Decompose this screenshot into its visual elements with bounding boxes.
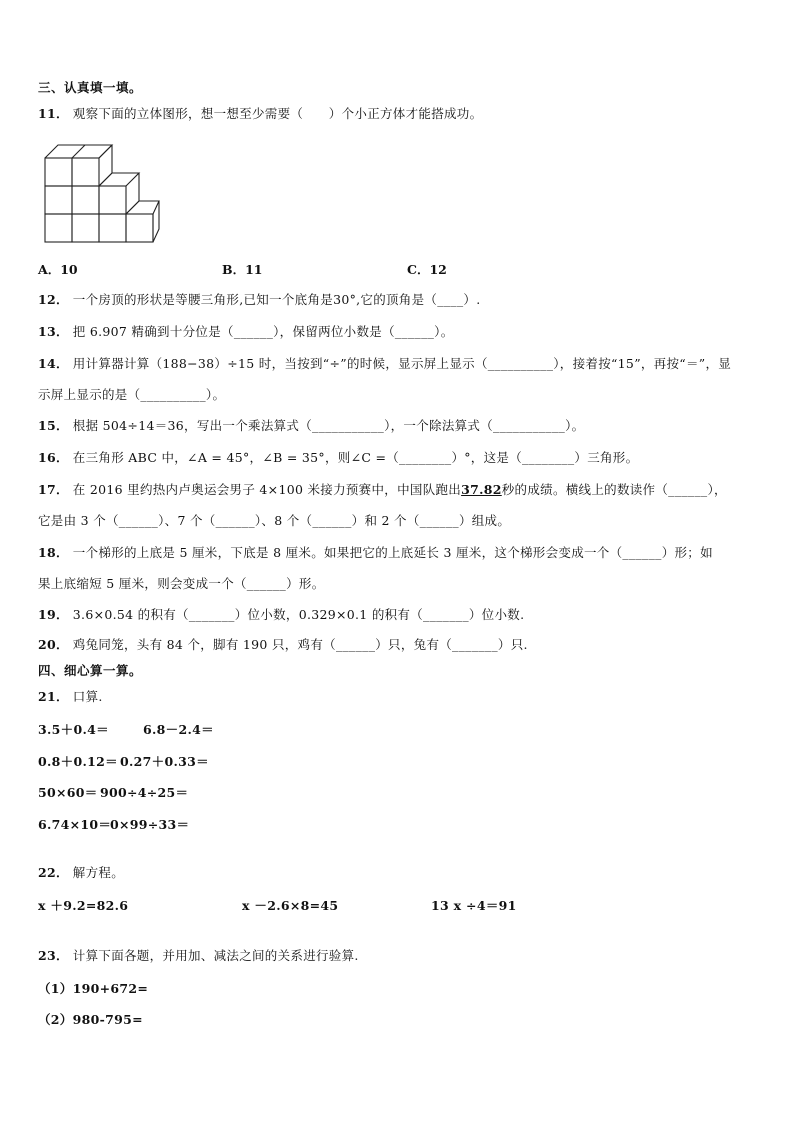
question-number: 15．	[38, 418, 69, 433]
option-b[interactable]: B．11	[222, 262, 263, 277]
question-14-line-2: 示屏上显示的是（__________）。	[38, 387, 226, 402]
question-14-line-1	[38, 356, 731, 372]
question-text: 计算下面各题，并用加、减法之间的关系进行验算.	[72, 948, 359, 963]
question-number: 13．	[38, 324, 69, 339]
question-text: 一个房顶的形状是等腰三角形,已知一个底角是30°,它的顶角是（____）.	[72, 292, 481, 307]
question-18-line-1	[38, 545, 713, 561]
question-text: 根据 504÷14＝36，写出一个乘法算式（___________），一个除法算式（___________）。	[72, 418, 585, 433]
mental-calc-item: 900÷4÷25＝	[100, 785, 189, 800]
question-12	[38, 292, 480, 308]
question-number: 20．	[38, 637, 69, 652]
mental-calc-item: 6.8－2.4＝	[143, 722, 214, 737]
mental-calc-item: 0×99÷33＝	[110, 817, 190, 832]
question-text: 一个梯形的上底是 5 厘米，下底是 8 厘米。如果把它的上底延长 3 厘米，这个梯形会变成一个（______）形；如	[72, 545, 713, 560]
question-number: 16．	[38, 450, 69, 465]
mental-calc-item: 0.27＋0.33＝	[120, 754, 209, 769]
mental-calc-item: 50×60＝	[38, 785, 98, 800]
question-text: 把 6.907 精确到十分位是（______），保留两位小数是（______）。	[72, 324, 454, 339]
question-number: 17．	[38, 482, 69, 497]
equation-3: 13 x ÷4＝91	[431, 898, 517, 913]
question-11	[38, 106, 482, 122]
question-text: 在三角形 ABC 中，∠A = 45°，∠B = 35°，则∠C =（________）°，这是（________）三角形。	[72, 450, 639, 465]
question-13	[38, 324, 454, 340]
question-text: 鸡兔同笼，头有 84 个，脚有 190 只，鸡有（______）只，兔有（_______）只.	[72, 637, 528, 652]
question-text: 口算.	[72, 689, 103, 704]
verify-item-1: （1）190+672=	[38, 981, 149, 996]
question-text: 秒的成绩。横线上的数读作（______），	[501, 482, 727, 497]
section-4-title: 四、细心算一算。	[38, 663, 143, 678]
question-17-line-2: 它是由 3 个（______）、7 个（______）、8 个（______）和 2 个（______）组成。	[38, 513, 511, 528]
question-18-line-2: 果上底缩短 5 厘米，则会变成一个（______）形。	[38, 576, 325, 591]
mental-calc-item: 3.5＋0.4＝	[38, 722, 109, 737]
mental-calc-item: 6.74×10＝	[38, 817, 112, 832]
underlined-number: 37.82	[461, 482, 502, 497]
question-number: 19．	[38, 607, 69, 622]
equation-1: x ＋9.2=82.6	[38, 898, 129, 913]
question-number: 12．	[38, 292, 69, 307]
question-17-line-1	[38, 482, 727, 498]
question-22	[38, 865, 124, 881]
question-number: 14．	[38, 356, 69, 371]
question-number: 22．	[38, 865, 69, 880]
question-19	[38, 607, 524, 623]
question-number: 18．	[38, 545, 69, 560]
question-text: 3.6×0.54 的积有（_______）位小数，0.329×0.1 的积有（_______）位小数.	[72, 607, 525, 622]
question-number: 11．	[38, 106, 69, 121]
question-15	[38, 418, 584, 434]
mental-calc-item: 0.8＋0.12＝	[38, 754, 118, 769]
verify-item-2: （2）980-795=	[38, 1012, 143, 1027]
question-number: 21．	[38, 689, 69, 704]
option-a[interactable]: A．10	[38, 262, 78, 277]
question-text: 用计算器计算（188−38）÷15 时，当按到“÷”的时候，显示屏上显示（__________），接着按“15”，再按“＝”，显	[72, 356, 732, 371]
option-c[interactable]: C．12	[407, 262, 447, 277]
question-21	[38, 689, 103, 705]
question-23	[38, 948, 359, 964]
question-text: 在 2016 里约热内卢奥运会男子 4×100 米接力预赛中，中国队跑出	[72, 482, 462, 497]
section-3-title: 三、认真填一填。	[38, 80, 143, 95]
question-text: 观察下面的立体图形，想一想至少需要（ ）个小正方体才能搭成功。	[72, 106, 483, 121]
question-16	[38, 450, 638, 466]
equation-2: x －2.6×8=45	[242, 898, 339, 913]
question-text: 解方程。	[72, 865, 124, 880]
question-20	[38, 637, 528, 653]
question-number: 23．	[38, 948, 69, 963]
stacked-cubes-figure	[44, 138, 160, 244]
